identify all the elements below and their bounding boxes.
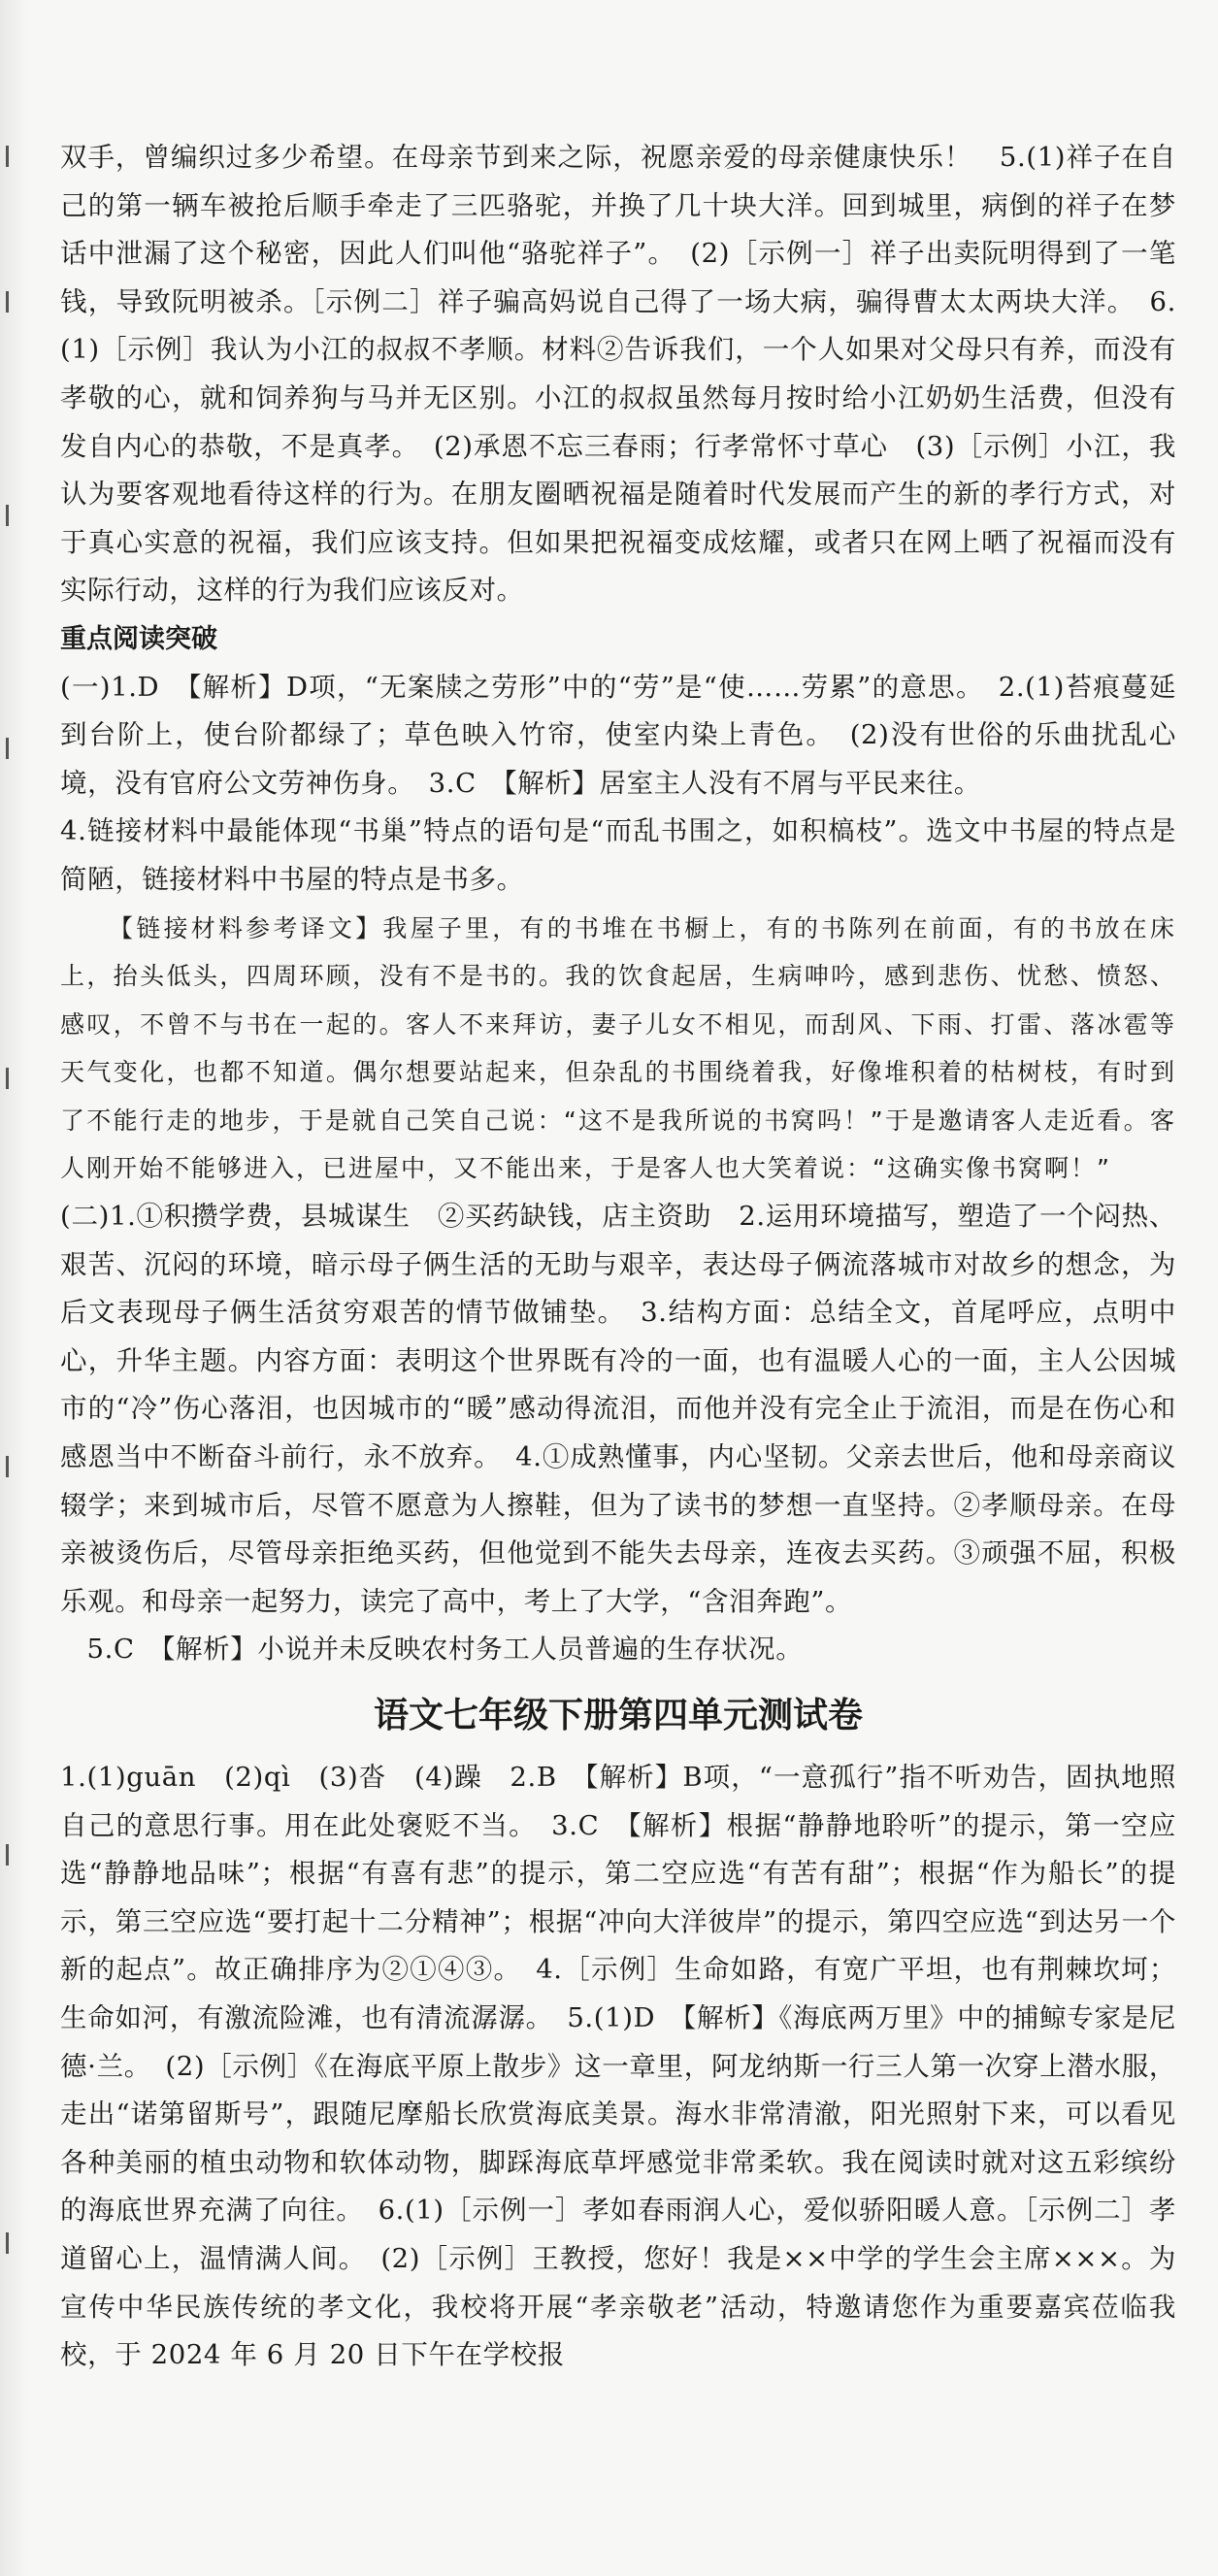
paragraph-reading-one-q4: 4.链接材料中最能体现“书巢”特点的语句是“而乱书围之，如积槁枝”。选文中书屋的特点是简陋，链接材料中书屋的特点是书多。 bbox=[60, 815, 1176, 895]
paragraph-reading-two-q5: 5.C 【解析】小说并未反映农村务工人员普遍的生存状况。 bbox=[86, 1634, 804, 1666]
answer-content bbox=[60, 134, 1176, 2380]
paragraph-chapter-answers: 双手，曾编织过多少希望。在母亲节到来之际，祝愿亲爱的母亲健康快乐！ 5.(1)祥子在自己的第一辆车被抢后顺手牵走了三匹骆驼，并换了几十块大洋。回到城里，病倒的祥子在梦话中泄漏了这个秘密，因此人们叫他“骆驼祥子”。 (2)［示例一］祥子出卖阮明得到了一笔钱，导致阮明被杀。［示例二］祥子骗高妈说自己得了一场大病，骗得曹太太两块大洋。 6.(1)［示例］我认为小江的叔叔不孝顺。材料②告诉我们，一个人如果对父母只有养，而没有孝敬的心，就和饲养狗与马并无区别。小江的叔叔虽然每月按时给小江奶奶生活费，但没有发自内心的恭敬，不是真孝。 (2)承恩不忘三春雨；行孝常怀寸草心 (3)［示例］小江，我认为要客观地看待这样的行为。在朋友圈晒祝福是随着时代发展而产生的新的孝行方式，对于真心实意的祝福，我们应该支持。但如果把祝福变成炫耀，或者只在网上晒了祝福而没有实际行动，这样的行为我们应该反对。 bbox=[60, 142, 1176, 607]
section-title-unit-test: 语文七年级下册第四单元测试卷 bbox=[373, 1696, 863, 1735]
paragraph-unit-test-answers: 1.(1)guān (2)qì (3)沓 (4)躁 2.B 【解析】B项，“一意孤行”指不听劝告，固执地照自己的意思行事。用在此处褒贬不当。 3.C 【解析】根据“静静地聆听”的提示，第一空应选“静静地品味”；根据“有喜有悲”的提示，第二空应选“有苦有甜”；根据“作为船长”的提示，第三空应选“要打起十二分精神”；根据“冲向大洋彼岸”的提示，第四空应选“到达另一个新的起点”。故正确排序为②①④③。 4.［示例］生命如路，有宽广平坦，也有荆棘坎坷；生命如河，有激流险滩，也有清流潺潺。 5.(1)D 【解析】《海底两万里》中的捕鲸专家是尼德·兰。 (2)［示例］《在海底平原上散步》这一章里，阿龙纳斯一行三人第一次穿上潜水服，走出“诺第留斯号”，跟随尼摩船长欣赏海底美景。海水非常清澈，阳光照射下来，可以看见各种美丽的植虫动物和软体动物，脚踩海底草坪感觉非常柔软。我在阅读时就对这五彩缤纷的海底世界充满了向往。 6.(1)［示例一］孝如春雨润人心，爱似骄阳暖人意。［示例二］孝道留心上，温情满人间。 (2)［示例］王教授，您好！我是××中学的学生会主席×××。为宣传中华民族传统的孝文化，我校将开展“孝亲敬老”活动，特邀请您作为重要嘉宾莅临我校，于 2024 年 6 月 20 日下午在学校报 bbox=[60, 1762, 1176, 2371]
paragraph-reading-one: (一)1.D 【解析】D项，“无案牍之劳形”中的“劳”是“使……劳累”的意思。 2.(1)苔痕蔓延到台阶上，使台阶都绿了；草色映入竹帘，使室内染上青色。 (2)没有世俗的乐曲扰乱心境，没有官府公文劳神伤身。 3.C 【解析】居室主人没有不屑与平民来往。 bbox=[60, 671, 1176, 799]
paragraph-translation: 【链接材料参考译文】我屋子里，有的书堆在书橱上，有的书陈列在前面，有的书放在床上，抬头低头，四周环顾，没有不是书的。我的饮食起居，生病呻吟，感到悲伤、忧愁、愤怒、感叹，不曾不与书在一起的。客人不来拜访，妻子儿女不相见，而刮风、下雨、打雷、落冰雹等天气变化，也都不知道。偶尔想要站起来，但杂乱的书围绕着我，好像堆积着的枯树枝，有时到了不能行走的地步，于是就自己笑自己说：“这不是我所说的书窝吗！”于是邀请客人走近看。客人刚开始不能够进入，已进屋中，又不能出来，于是客人也大笑着说：“这确实像书窝啊！” bbox=[60, 913, 1176, 1183]
paragraph-reading-two: (二)1.①积攒学费，县城谋生 ②买药缺钱，店主资助 2.运用环境描写，塑造了一个闷热、艰苦、沉闷的环境，暗示母子俩生活的无助与艰辛，表达母子俩流落城市对故乡的想念，为后文表现母子俩生活贫穷艰苦的情节做铺垫。 3.结构方面：总结全文，首尾呼应，点明中心，升华主题。内容方面：表明这个世界既有冷的一面，也有温暖人心的一面，主人公因城市的“冷”伤心落泪，也因城市的“暖”感动得流泪，而他并没有完全止于流泪，而是在伤心和感恩当中不断奋斗前行，永不放弃。 4.①成熟懂事，内心坚韧。父亲去世后，他和母亲商议辍学；来到城市后，尽管不愿意为人擦鞋，但为了读书的梦想一直坚持。②孝顺母亲。在母亲被烫伤后，尽管母亲拒绝买药，但他觉到不能失去母亲，连夜去买药。③顽强不屈，积极乐观。和母亲一起努力，读完了高中，考上了大学，“含泪奔跑”。 bbox=[60, 1201, 1176, 1617]
binding-edge bbox=[0, 0, 27, 2576]
section-heading-key-reading: 重点阅读突破 bbox=[60, 623, 217, 654]
